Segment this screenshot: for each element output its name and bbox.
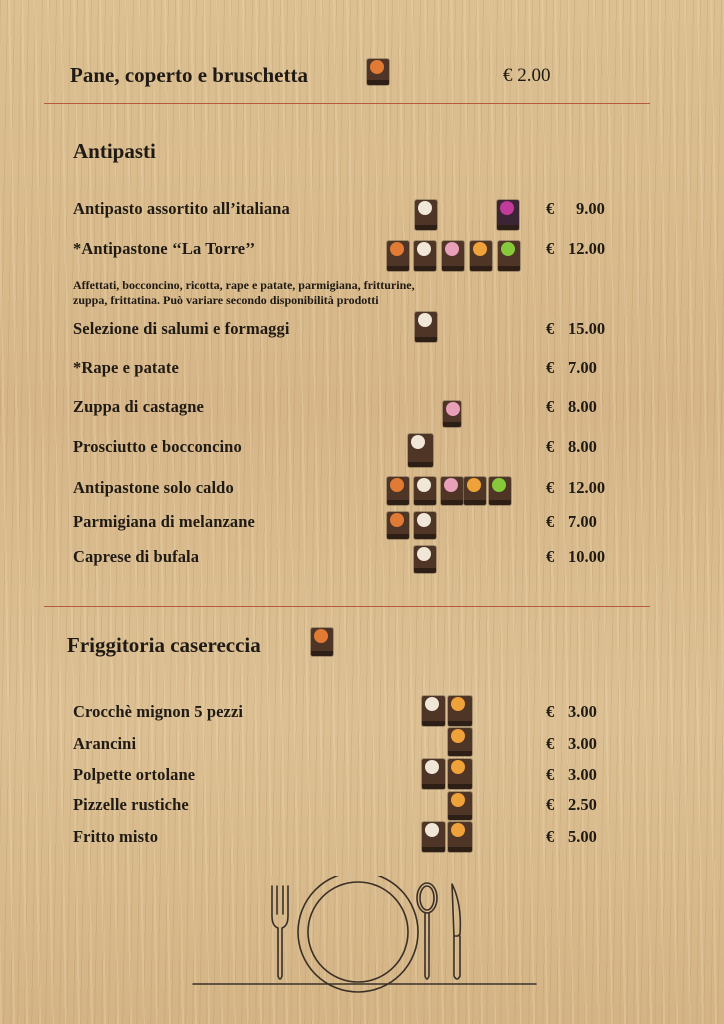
menu-item-name: Antipastone solo caldo <box>73 478 234 497</box>
menu-item-name: Arancini <box>73 734 137 753</box>
uova-icon <box>470 241 492 271</box>
spoon-icon <box>417 883 437 979</box>
price-value: 3.00 <box>568 702 597 721</box>
guscio-icon <box>443 401 461 427</box>
currency: € <box>546 765 555 784</box>
currency: € <box>546 199 555 218</box>
menu-item-name: Antipasto assortito all’italiana <box>73 199 290 218</box>
item-description <box>73 278 415 308</box>
price-value: 12.00 <box>568 239 606 258</box>
latte-icon <box>422 696 445 726</box>
currency: € <box>546 397 555 416</box>
menu-item-price <box>546 765 597 785</box>
glutine-icon <box>387 241 409 271</box>
currency: € <box>546 319 555 338</box>
price-value: 12.00 <box>568 478 606 497</box>
currency: € <box>546 702 555 721</box>
currency: € <box>546 437 555 456</box>
price-value: 7.00 <box>568 358 597 377</box>
sedano-icon <box>489 477 511 505</box>
menu-item-price <box>546 239 605 259</box>
latte-icon <box>414 512 436 539</box>
knife-icon <box>452 884 460 979</box>
latte-icon <box>414 241 436 271</box>
menu-item-price <box>546 795 597 815</box>
uova-icon <box>448 822 472 852</box>
uova-icon <box>448 759 472 789</box>
menu-item-price <box>546 319 605 339</box>
currency: € <box>546 478 555 497</box>
fork-icon <box>272 886 288 979</box>
price-value: 5.00 <box>568 827 597 846</box>
price-value: 8.00 <box>568 397 597 416</box>
description-line: Affettati, bocconcino, ricotta, rape e patate, parmigiana, fritturine, <box>73 278 415 292</box>
latte-icon <box>422 759 445 789</box>
glutine-icon <box>387 512 409 539</box>
latte-icon <box>422 822 445 852</box>
glutine-icon <box>367 59 389 85</box>
menu-item-price <box>546 437 597 457</box>
menu-item-name: Selezione di salumi e formaggi <box>73 319 290 338</box>
price-value: 9.00 <box>576 199 605 218</box>
guscio-icon <box>441 477 463 505</box>
glutine-icon <box>387 477 409 505</box>
menu-item-price <box>546 702 597 722</box>
price-value: 8.00 <box>568 437 597 456</box>
menu-item-price <box>546 358 597 378</box>
latte-icon <box>415 200 437 230</box>
price-value: 15.00 <box>568 319 606 338</box>
menu-item-price <box>546 547 605 567</box>
currency: € <box>546 547 555 566</box>
price-value: 2.50 <box>568 795 597 814</box>
price-value: 3.00 <box>568 734 597 753</box>
section-title-friggitoria: Friggitoria casereccia <box>67 633 261 657</box>
uova-icon <box>448 696 472 726</box>
solfiti-icon <box>497 200 519 230</box>
price-value: 10.00 <box>568 547 606 566</box>
menu-item-name: Crocchè mignon 5 pezzi <box>73 702 244 721</box>
plate-icon <box>298 876 418 992</box>
section-title-antipasti: Antipasti <box>73 139 156 163</box>
latte-icon <box>414 546 436 573</box>
currency: € <box>546 239 555 258</box>
coperto-price: € 2.00 <box>503 65 551 86</box>
divider <box>44 606 650 607</box>
menu-item-price <box>546 199 605 219</box>
latte-icon <box>414 477 436 505</box>
glutine-icon <box>311 628 333 656</box>
uova-icon <box>448 792 472 820</box>
menu-item-price <box>546 478 605 498</box>
menu-item-name: Parmigiana di melanzane <box>73 512 255 531</box>
menu-item-name: Polpette ortolane <box>73 765 196 784</box>
coperto-title: Pane, coperto e bruschetta <box>70 63 308 87</box>
description-line: zuppa, frittatina. Può variare secondo disponibilità prodotti <box>73 293 379 307</box>
menu-item-name: *Antipastone ‘‘La Torre’’ <box>73 239 256 258</box>
place-setting-icon <box>190 876 540 994</box>
currency: € <box>546 827 555 846</box>
menu-item-price <box>546 512 597 532</box>
uova-icon <box>448 728 472 756</box>
price-value: 7.00 <box>568 512 597 531</box>
currency: € <box>546 512 555 531</box>
price-value: 3.00 <box>568 765 597 784</box>
latte-icon <box>415 312 437 342</box>
divider <box>44 103 650 104</box>
menu-item-name: Zuppa di castagne <box>73 397 204 416</box>
menu-item-name: Fritto misto <box>73 827 159 846</box>
menu-item-price <box>546 397 597 417</box>
uova-icon <box>464 477 486 505</box>
sedano-icon <box>498 241 520 271</box>
menu-item-name: Pizzelle rustiche <box>73 795 189 814</box>
latte-icon <box>408 434 433 467</box>
menu-item-name: Prosciutto e bocconcino <box>73 437 242 456</box>
menu-item-price <box>546 827 597 847</box>
currency: € <box>546 358 555 377</box>
menu-item-name: Caprese di bufala <box>73 547 200 566</box>
menu-item-price <box>546 734 597 754</box>
currency: € <box>546 795 555 814</box>
guscio-icon <box>442 241 464 271</box>
currency: € <box>546 734 555 753</box>
menu-item-name: *Rape e patate <box>73 358 179 377</box>
